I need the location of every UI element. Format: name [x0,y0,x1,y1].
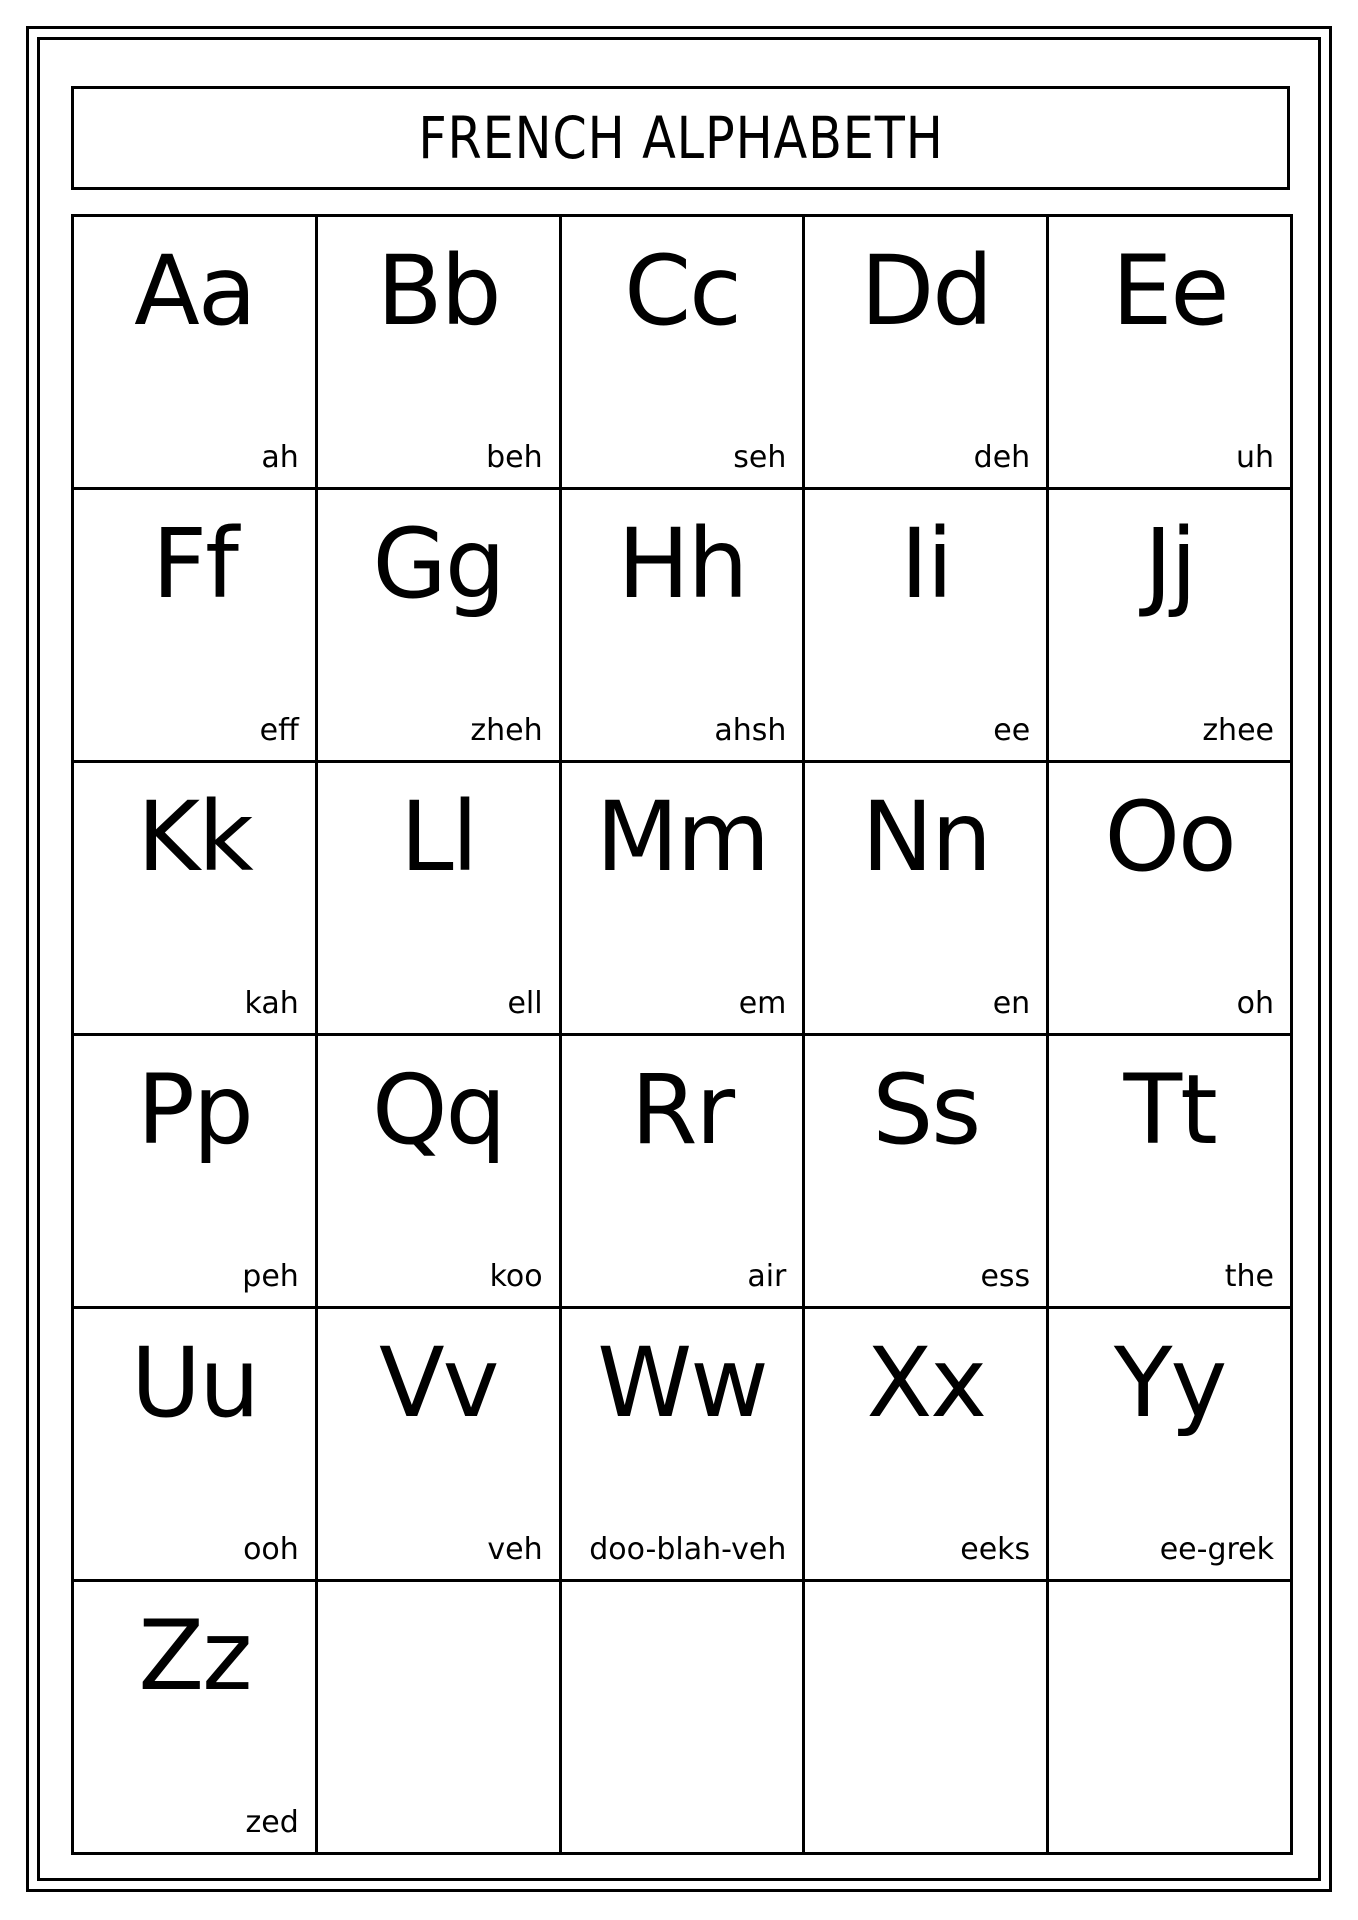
letter-cell-t [1049,1036,1293,1309]
pronunciation-label: uh [1235,440,1274,475]
letter-cell-i [805,490,1049,763]
empty-cell [562,1582,806,1855]
letter-cell-l [318,763,562,1036]
letter-glyph: Vv [378,1327,498,1439]
letter-cell-c [562,217,806,490]
pronunciation-label: veh [487,1532,543,1567]
pronunciation-label: ell [507,986,543,1021]
letter-glyph: Gg [372,508,504,620]
letter-glyph: Tt [1123,1054,1216,1166]
pronunciation-label: ah [261,440,299,475]
letter-glyph: Ll [400,781,477,893]
pronunciation-label: air [747,1259,787,1294]
letter-glyph: Qq [371,1054,505,1166]
pronunciation-label: doo-blah-veh [589,1532,787,1567]
pronunciation-label: em [738,986,787,1021]
page-title: FRENCH ALPHABETH [417,104,944,172]
pronunciation-label: kah [244,986,299,1021]
letter-glyph: Hh [617,508,747,620]
letter-glyph: Ww [597,1327,767,1439]
letter-cell-q [318,1036,562,1309]
pronunciation-label: seh [733,440,787,475]
letter-glyph: Oo [1104,781,1235,893]
letter-cell-k [74,763,318,1036]
pronunciation-label: eff [259,713,299,748]
letter-glyph: Cc [624,235,740,347]
pronunciation-label: koo [489,1259,543,1294]
letter-cell-y [1049,1309,1293,1582]
letter-glyph: Pp [136,1054,252,1166]
pronunciation-label: ooh [243,1532,299,1567]
letter-glyph: Mm [595,781,769,893]
letter-glyph: Jj [1144,508,1196,620]
letter-cell-h [562,490,806,763]
letter-cell-d [805,217,1049,490]
letter-glyph: Ss [872,1054,980,1166]
letter-cell-s [805,1036,1049,1309]
letter-cell-z [74,1582,318,1855]
letter-glyph: Kk [137,781,252,893]
pronunciation-label: zhee [1202,713,1274,748]
letter-cell-r [562,1036,806,1309]
letter-cell-m [562,763,806,1036]
letter-glyph: Aa [134,235,255,347]
letter-cell-n [805,763,1049,1036]
letter-glyph: Uu [130,1327,258,1439]
letter-glyph: Yy [1113,1327,1226,1439]
letter-glyph: Nn [861,781,991,893]
letter-glyph: Xx [866,1327,986,1439]
letter-glyph: Bb [376,235,500,347]
pronunciation-label: beh [486,440,543,475]
letter-cell-b [318,217,562,490]
letter-cell-u [74,1309,318,1582]
pronunciation-label: ess [980,1259,1031,1294]
letter-cell-x [805,1309,1049,1582]
letter-cell-a [74,217,318,490]
pronunciation-label: eeks [960,1532,1031,1567]
empty-cell [1049,1582,1293,1855]
empty-cell [805,1582,1049,1855]
letter-glyph: Ee [1111,235,1228,347]
letter-cell-v [318,1309,562,1582]
pronunciation-label: the [1224,1259,1274,1294]
letter-cell-w [562,1309,806,1582]
letter-cell-g [318,490,562,763]
pronunciation-label: en [992,986,1031,1021]
pronunciation-label: zed [245,1805,299,1840]
pronunciation-label: zheh [470,713,543,748]
pronunciation-label: ee [993,713,1031,748]
letter-glyph: Ii [900,508,952,620]
letter-cell-f [74,490,318,763]
letter-cell-e [1049,217,1293,490]
letter-cell-o [1049,763,1293,1036]
pronunciation-label: ahsh [714,713,787,748]
letter-glyph: Dd [860,235,992,347]
letter-glyph: Zz [138,1600,251,1712]
alphabet-grid [71,214,1293,1855]
title-box [71,86,1290,190]
letter-glyph: Rr [630,1054,734,1166]
pronunciation-label: peh [242,1259,299,1294]
letter-glyph: Ff [151,508,237,620]
letter-cell-p [74,1036,318,1309]
letter-cell-j [1049,490,1293,763]
pronunciation-label: oh [1236,986,1274,1021]
pronunciation-label: ee-grek [1159,1532,1274,1567]
empty-cell [318,1582,562,1855]
pronunciation-label: deh [973,440,1031,475]
